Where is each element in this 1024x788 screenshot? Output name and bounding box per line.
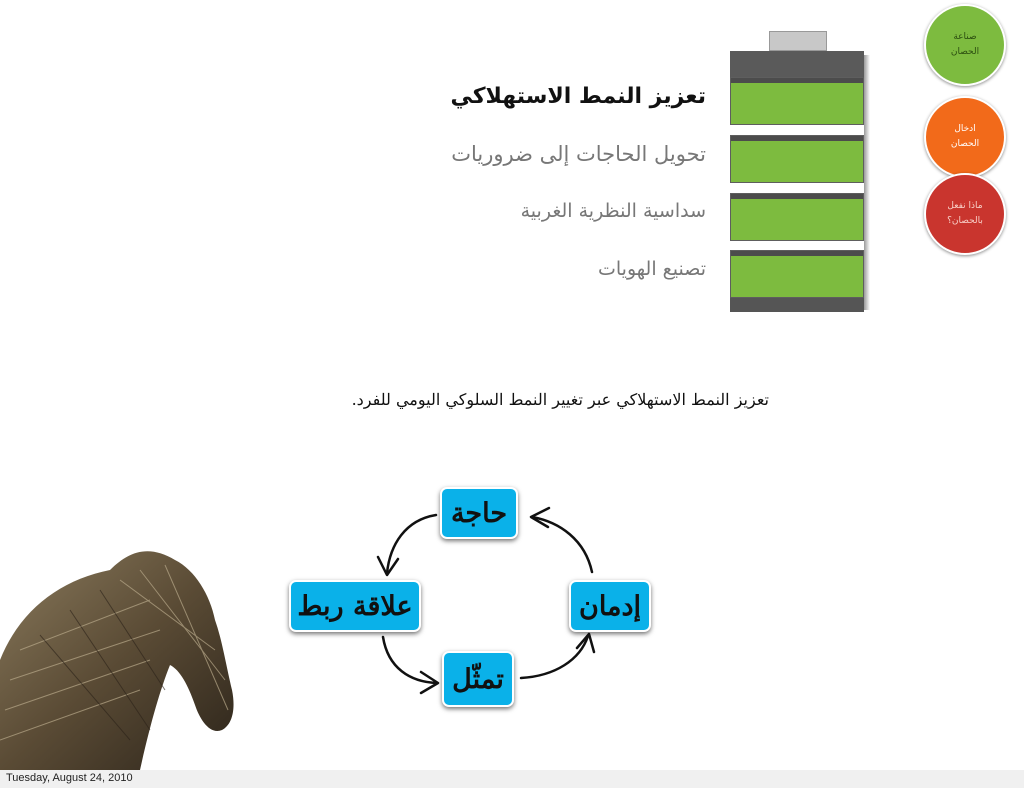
arrow-bottom-to-right	[521, 636, 588, 678]
footer-bar	[0, 770, 1024, 788]
body-text: تعزيز النمط الاستهلاكي عبر تغيير النمط السلوكي اليومي للفرد.	[351, 390, 769, 409]
menu-item-active[interactable]: تعزيز النمط الاستهلاكي	[450, 84, 706, 109]
cycle-node-addiction: إدمان	[569, 580, 651, 632]
nav-circle-label: بالحصان؟	[947, 216, 983, 226]
arrow-right-to-top	[532, 517, 592, 572]
footer-date: Tuesday, August 24, 2010	[6, 772, 133, 784]
trojan-horse-image	[0, 540, 260, 770]
menu-item[interactable]: سداسية النظرية الغربية	[520, 200, 706, 222]
cycle-node-need: حاجة	[440, 487, 518, 539]
cycle-node-bond: علاقة ربط	[289, 580, 421, 632]
cycle-node-assimilation: تمثّل	[442, 651, 514, 707]
nav-circle-label: الحصان	[950, 139, 980, 149]
menu-item[interactable]: تصنيع الهويات	[598, 258, 706, 280]
nav-circle-label: صناعة	[953, 32, 977, 42]
nav-circle-label: ادخال	[954, 124, 976, 134]
menu-item[interactable]: تحويل الحاجات إلى ضروريات	[451, 142, 706, 166]
nav-circle-label: ماذا نفعل	[947, 201, 983, 211]
nav-circle-label: الحصان	[950, 47, 980, 57]
